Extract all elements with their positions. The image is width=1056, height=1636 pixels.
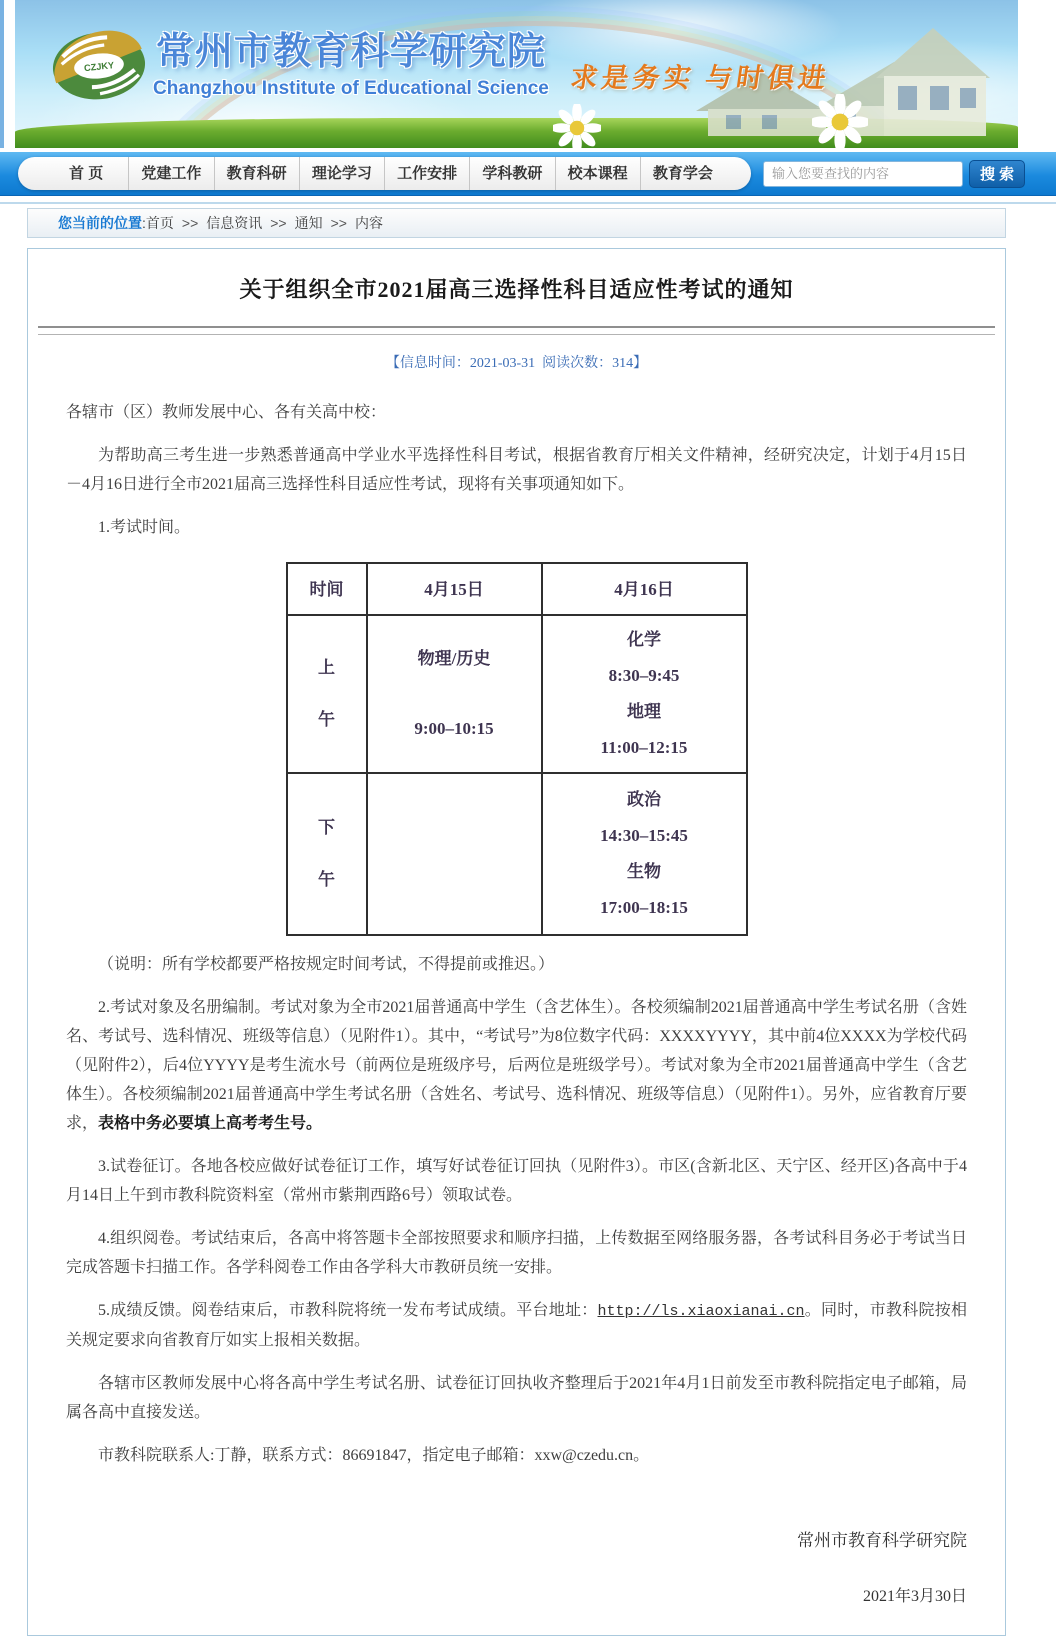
article-meta xyxy=(28,352,1005,372)
czjky-logo xyxy=(51,28,147,104)
breadcrumb-link-notice[interactable]: 通知 xyxy=(294,215,323,231)
article-body xyxy=(28,372,1005,1611)
paragraph-2-text: 2.考试对象及名册编制。考试对象为全市2021届普通高中学生（含艺体生）。各校须编制2021届普通高中学生考试名册（含姓名、考试号、选科情况、班级等信息）（见附件1）。其中，“考试号”为8位数字代码：XXXXYYYY，其中前4位XXXX为学校代码（见附件2），后4位YYYY是考生流水号（前两位是班级序号，后两位是班级学号）。考试对象为全市2021届普通高中学生（含艺体生）。各校须编制2021届普通高中学生考试名册（含姓名、考试号、选科情况、班级等信息）（见附件1）。另外，应省教育厅要求， xyxy=(66,999,967,1132)
site-title: 常州市教育科学研究院 xyxy=(155,31,546,73)
breadcrumb-colon: : xyxy=(142,215,146,231)
content-panel xyxy=(27,248,1006,1636)
nav-item-theory-study[interactable]: 理论学习 xyxy=(300,157,385,190)
nav-item-party-building[interactable]: 党建工作 xyxy=(129,157,214,190)
nav-item-edu-society[interactable]: 教育学会 xyxy=(652,165,713,182)
signature-org: 常州市教育科学研究院 xyxy=(797,1531,967,1550)
paragraph-3: 3.试卷征订。各地各校应做好试卷征订工作，填写好试卷征订回执（见附件3）。市区(含新北区、天宁区、经开区)各高中于4月14日上午到市教科院资料室（常州市紫荆西路6号）领取试卷。 xyxy=(66,1158,967,1204)
site-banner xyxy=(15,0,1018,148)
table-note: （说明：所有学校都要严格按规定时间考试，不得提前或推迟。） xyxy=(98,956,555,973)
table-row-afternoon xyxy=(287,773,747,935)
platform-link[interactable]: http://ls.xiaoxianai.cn xyxy=(597,1303,805,1320)
cell-morning-day1: 物理/历史 9:00–10:15 xyxy=(367,615,542,773)
breadcrumb-separator: >> xyxy=(330,215,347,231)
breadcrumb xyxy=(27,208,1006,238)
signature-date: 2021年3月30日 xyxy=(862,1588,967,1605)
daisy-icon xyxy=(553,104,601,148)
table-header-row xyxy=(287,563,747,615)
breadcrumb-link-home[interactable]: 首页 xyxy=(145,215,174,231)
svg-text:CZJKY: CZJKY xyxy=(83,60,115,74)
meta-views-value: 314 xyxy=(612,356,634,371)
main-nav xyxy=(0,152,1056,196)
breadcrumb-separator: >> xyxy=(270,215,287,231)
nav-divider xyxy=(0,202,1056,204)
site-identity xyxy=(153,30,549,100)
header-april16: 4月16日 xyxy=(542,563,747,615)
paragraph-6: 各辖市区教师发展中心将各高中学生考试名册、试卷征订回执收齐整理后于2021年4月1日前发至市教科院指定电子邮箱，局属各高中直接发送。 xyxy=(66,1375,967,1421)
nav-item-work-schedule[interactable]: 工作安排 xyxy=(385,157,470,190)
breadcrumb-label: 您当前的位置 xyxy=(58,215,142,231)
search-button[interactable]: 搜 索 xyxy=(969,160,1025,188)
cell-morning-day2: 化学 8:30–9:45 地理 11:00–12:15 xyxy=(542,615,747,773)
daisy-icon xyxy=(812,94,868,148)
title-divider-thin xyxy=(38,334,995,335)
paragraph-contact: 市教科院联系人:丁静，联系方式：86691847，指定电子邮箱：xxw@czedu.cn。 xyxy=(98,1447,650,1464)
title-divider xyxy=(38,326,995,328)
nav-item-home[interactable]: 首 页 xyxy=(44,157,129,190)
nav-item-subject-research[interactable]: 学科教研 xyxy=(470,157,555,190)
nav-pill xyxy=(18,157,751,190)
paragraph-5-tail: 。同时，市教科院按相关规定要求向省教育厅如实上报相关数据。 xyxy=(66,1302,967,1349)
table-row-morning xyxy=(287,615,747,773)
salutation: 各辖市（区）教师发展中心、各有关高中校： xyxy=(66,404,387,421)
site-slogan: 求是务实 与时俱进 xyxy=(568,63,832,93)
site-subtitle: Changzhou Institute of Educational Science xyxy=(153,78,549,99)
search-box xyxy=(763,160,1025,188)
paragraph-2-bold: 表格中务必要填上高考考生号。 xyxy=(98,1115,323,1132)
header-april15: 4月15日 xyxy=(367,563,542,615)
meta-time-value: 2021-03-31 xyxy=(469,356,536,371)
header-time: 时间 xyxy=(287,563,367,615)
article-title: 关于组织全市2021届高三选择性科目适应性考试的通知 xyxy=(239,277,794,302)
paragraph-2 xyxy=(66,993,967,1138)
meta-views-label: 阅读次数： xyxy=(542,356,613,371)
paragraph-5 xyxy=(66,1296,967,1355)
breadcrumb-current: 内容 xyxy=(354,215,383,231)
search-input[interactable] xyxy=(763,161,963,187)
breadcrumb-link-info[interactable]: 信息资讯 xyxy=(206,215,263,231)
cell-afternoon-day1-empty xyxy=(367,773,542,935)
cell-period-afternoon: 下 午 xyxy=(287,773,367,935)
paragraph-exam-time: 1.考试时间。 xyxy=(98,519,191,536)
page-edge-decoration xyxy=(0,0,4,148)
meta-bracket: 】 xyxy=(633,356,648,371)
cell-period-morning: 上 午 xyxy=(287,615,367,773)
paragraph-intro: 为帮助高三考生进一步熟悉普通高中学业水平选择性科目考试，根据省教育厅相关文件精神，经研究决定，计划于4月15日－4月16日进行全市2021届高三选择性科目适应性考试，现将有关事项通知如下。 xyxy=(66,447,967,493)
paragraph-5-text: 5.成绩反馈。阅卷结束后，市教科院将统一发布考试成绩。平台地址： xyxy=(98,1302,598,1319)
exam-schedule-table xyxy=(286,562,748,936)
meta-time-label: 信息时间： xyxy=(399,356,470,371)
meta-bracket: 【 xyxy=(385,356,400,371)
paragraph-4: 4.组织阅卷。考试结束后，各高中将答题卡全部按照要求和顺序扫描，上传数据至网络服务器，各考试科目务必于考试当日完成答题卡扫描工作。各学科阅卷工作由各学科大市教研员统一安排。 xyxy=(66,1230,967,1276)
nav-item-edu-research[interactable]: 教育科研 xyxy=(215,157,300,190)
cell-afternoon-day2: 政治 14:30–15:45 生物 17:00–18:15 xyxy=(542,773,747,935)
breadcrumb-separator: >> xyxy=(181,215,199,231)
nav-item-school-courses[interactable]: 校本课程 xyxy=(556,157,641,190)
